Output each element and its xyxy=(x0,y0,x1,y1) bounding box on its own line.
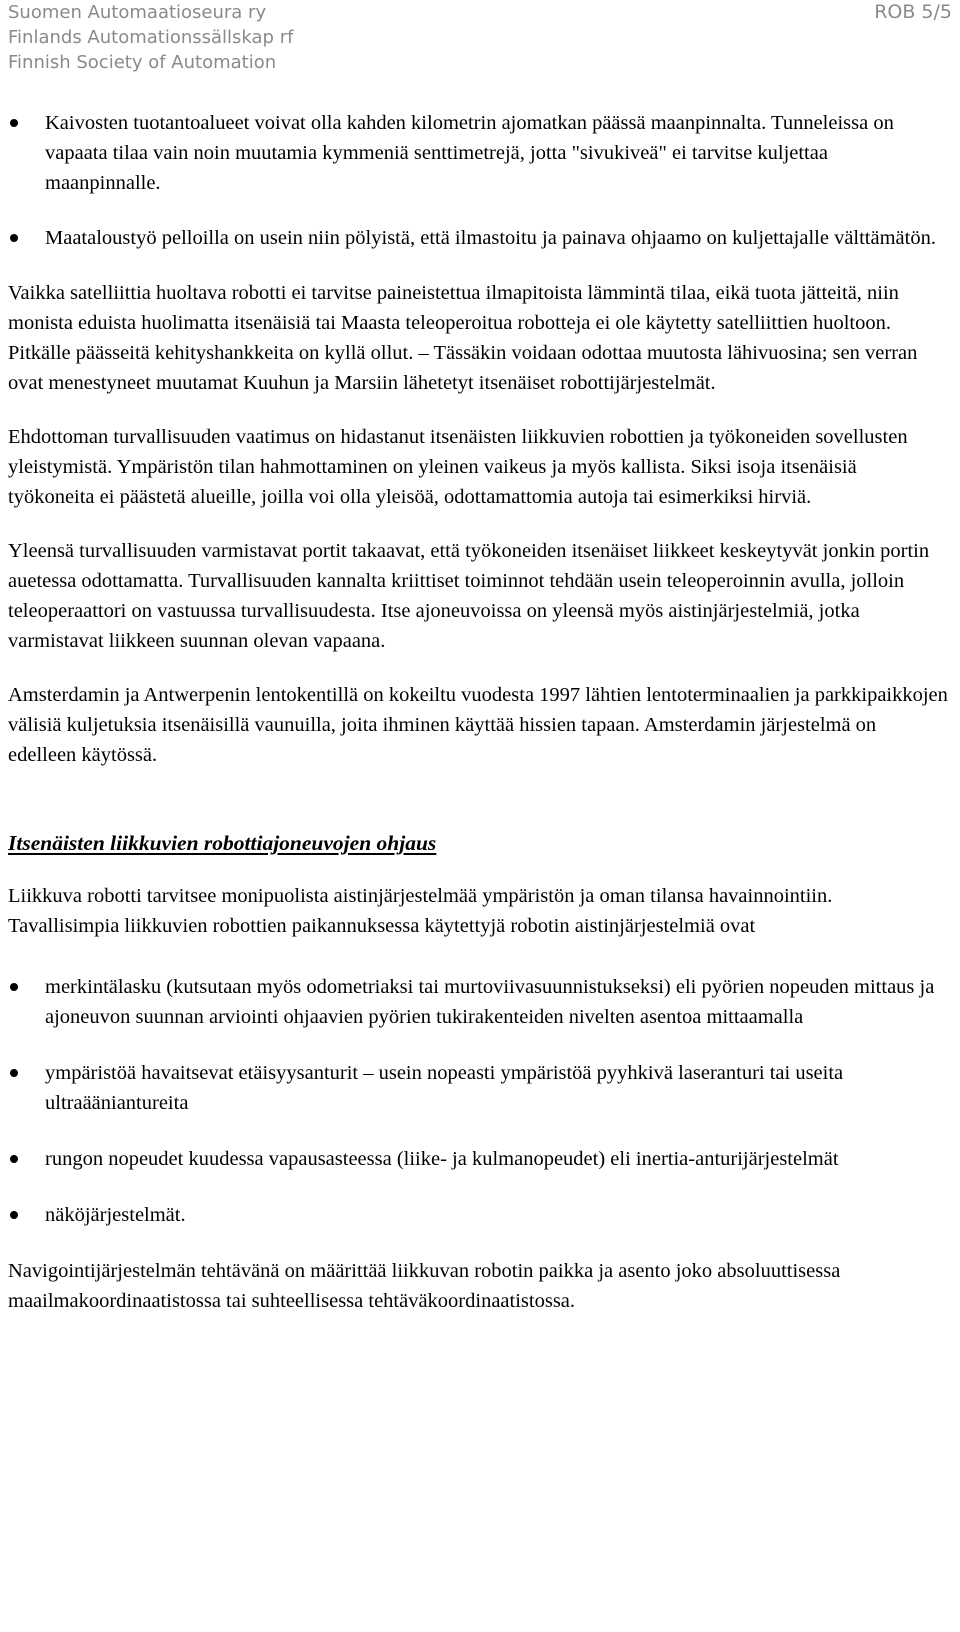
paragraph-satellite-service: Vaikka satelliittia huoltava robotti ei tarvitse paineistettua ilmapitoista lämmintä tilaa, eikä tuota jätteitä, niin monista eduista huolimatta itsenäisiä tai Maasta teleoperoitua robotteja ei ole käytetty satelliittien huoltoon. Pitkälle päässeitä kehityshankkeita on kyllä ollut. – Tässäkin voidaan odottaa muutosta lähivuosina; sen verran ovat menestyneet muutamat Kuuhun ja Marsiin lähetetyt itsenäiset robottijärjestelmät. xyxy=(8,282,918,394)
paragraph-section-intro: Liikkuva robotti tarvitsee monipuolista aistinjärjestelmää ympäristön ja oman tilansa havainnointiin. Tavallisimpia liikkuvien robottien paikannuksessa käytettyjä robotin aistinjärjestelmiä ovat xyxy=(8,885,833,937)
organization-name-block xyxy=(8,0,293,75)
bullet-item-vision-systems: näköjärjestelmät. xyxy=(8,1200,948,1230)
document-body xyxy=(8,108,948,1340)
paragraph-safety-requirements: Ehdottoman turvallisuuden vaatimus on hidastanut itsenäisten liikkuvien robottien ja työkoneiden sovellusten yleistymistä. Ympäristön tilan hahmottaminen on yleinen vaikeus ja myös kallista. Siksi isoja itsenäisiä työkoneita ei päästetä alueille, joilla voi olla yleisöä, odottamattomia autoja tai esimerkiksi hirviä. xyxy=(8,426,908,508)
bullet-item-inertial-sensors: rungon nopeudet kuudessa vapausasteessa (liike- ja kulmanopeudet) eli inertia-anturijärjestelmät xyxy=(8,1144,948,1174)
section-heading: Itsenäisten liikkuvien robottiajoneuvojen ohjaus xyxy=(8,831,437,855)
bullet-item-range-sensors: ympäristöä havaitsevat etäisyysanturit – usein nopeasti ympäristöä pyyhkivä laseranturi tai useita ultraääniantureita xyxy=(8,1058,948,1118)
page-identifier: ROB 5/5 xyxy=(874,1,952,23)
organization-name-english: Finnish Society of Automation xyxy=(8,52,277,73)
organization-name-finnish: Suomen Automaatioseura ry xyxy=(8,2,267,23)
paragraph-airport-shuttles: Amsterdamin ja Antwerpenin lentokentillä on kokeiltu vuodesta 1997 lähtien lentoterminaalien ja parkkipaikkojen välisiä kuljetuksia itsenäisillä vaunuilla, joita ihminen käyttää hissien tapaan. Amsterdamin järjestelmä on edelleen käytössä. xyxy=(8,684,948,766)
bullet-item-agriculture: Maataloustyö pelloilla on usein niin pölyistä, että ilmastoitu ja painava ohjaamo on kuljettajalle välttämätön. xyxy=(8,223,948,253)
organization-name-swedish: Finlands Automationssällskap rf xyxy=(8,27,294,48)
bullet-list-sensor-systems xyxy=(8,972,948,1230)
bullet-item-mines: Kaivosten tuotantoalueet voivat olla kahden kilometrin ajomatkan päässä maanpinnalta. Tunneleissa on vapaata tilaa vain noin muutamia kymmeniä senttimetrejä, jotta "sivukiveä" ei tarvitse kuljettaa maanpinnalle. xyxy=(8,108,948,198)
paragraph-navigation-closing: Navigointijärjestelmän tehtävänä on määrittää liikkuvan robotin paikka ja asento joko absoluuttisessa maailmakoordinaatistossa tai suhteellisessa tehtäväkoordinaatistossa. xyxy=(8,1260,841,1312)
bullet-item-odometry: merkintälasku (kutsutaan myös odometriaksi tai murtoviivasuunnistukseksi) eli pyörien nopeuden mittaus ja ajoneuvon suunnan arviointi ohjaavien pyörien tukirakenteiden nivelten asentoa mittaamalla xyxy=(8,972,948,1032)
page-header xyxy=(8,0,952,80)
bullet-list-examples xyxy=(8,108,948,253)
paragraph-safety-gates: Yleensä turvallisuuden varmistavat portit takaavat, että työkoneiden itsenäiset liikkeet keskeytyvät jonkin portin auetessa odottamatta. Turvallisuuden kannalta kriittiset toiminnot tehdään usein teleoperoinnin avulla, jolloin teleoperaattori on vastuussa turvallisuudesta. Itse ajoneuvoissa on yleensä myös aistinjärjestelmiä, jotka varmistavat liikkeen suunnan olevan vapaana. xyxy=(8,540,930,652)
